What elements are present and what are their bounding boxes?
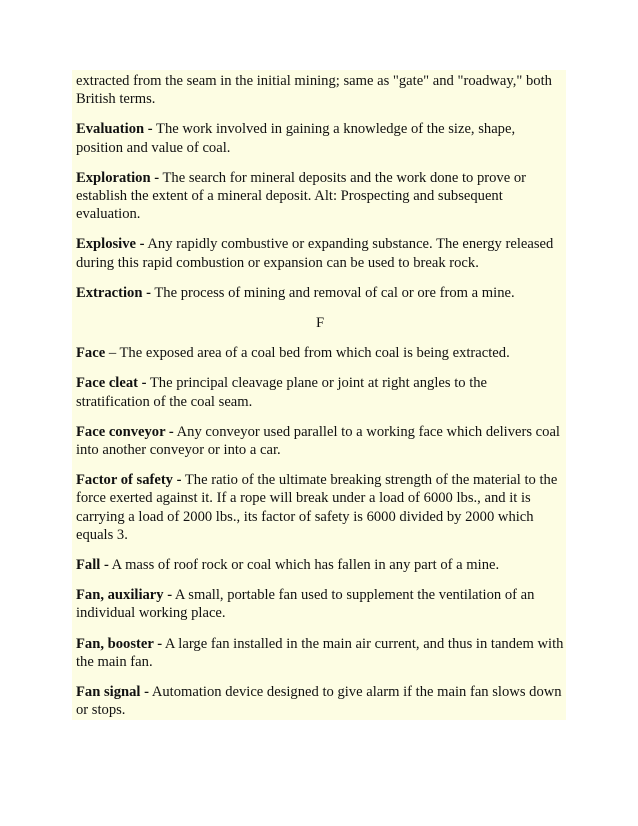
glossary-definition: Automation device designed to give alarm if the main fan slows down or stops.	[76, 684, 562, 719]
section-letter-heading: F	[315, 315, 325, 332]
glossary-entry-face	[76, 344, 564, 362]
glossary-term: Explosive -	[76, 236, 145, 253]
glossary-entry-explosive	[76, 235, 564, 271]
glossary-term: Fall -	[76, 557, 109, 574]
glossary-definition: The search for mineral deposits and the work done to prove or establish the extent of a mineral deposit. Alt: Prospecting and subsequent evaluation.	[76, 169, 527, 223]
glossary-entry-factor-of-safety	[76, 471, 564, 544]
glossary-definition: The process of mining and removal of cal or ore from a mine.	[150, 284, 515, 301]
glossary-term: Face conveyor -	[76, 423, 174, 440]
glossary-page	[76, 72, 564, 731]
glossary-term: Fan, auxiliary -	[76, 587, 173, 604]
glossary-entry-evaluation	[76, 120, 564, 156]
glossary-entry-extraction	[76, 284, 564, 302]
glossary-term: Fan, booster -	[76, 635, 163, 652]
glossary-term: Extraction -	[76, 284, 151, 301]
glossary-entry-fan-signal	[76, 683, 564, 719]
glossary-entry-face-conveyor	[76, 423, 564, 459]
glossary-definition: A small, portable fan used to supplement the ventilation of an individual working place.	[76, 587, 535, 622]
glossary-definition: The principal cleavage plane or joint at right angles to the stratification of the coal seam.	[76, 375, 488, 410]
glossary-definition: Any rapidly combustive or expanding substance. The energy released during this rapid combustion or expansion can be used to break rock.	[76, 236, 554, 271]
glossary-entry-fall	[76, 556, 564, 574]
glossary-term: Face cleat -	[76, 375, 147, 392]
glossary-term: Face	[76, 345, 106, 362]
glossary-entry-face-cleat	[76, 374, 564, 410]
glossary-term: Evaluation -	[76, 121, 153, 138]
glossary-term: Exploration -	[76, 169, 160, 186]
glossary-definition: The work involved in gaining a knowledge of the size, shape, position and value of coal.	[76, 121, 516, 156]
glossary-definition: A mass of roof rock or coal which has fallen in any part of a mine.	[108, 557, 500, 574]
glossary-definition: Any conveyor used parallel to a working face which delivers coal into another conveyor or into a car.	[76, 423, 560, 459]
glossary-definition: A large fan installed in the main air current, and thus in tandem with the main fan.	[76, 635, 564, 670]
glossary-term: Factor of safety -	[76, 472, 182, 489]
glossary-term: Fan signal -	[76, 684, 149, 701]
glossary-entry-fan-booster	[76, 635, 564, 671]
glossary-entry-exploration	[76, 169, 564, 224]
glossary-definition: – The exposed area of a coal bed from which coal is being extracted.	[105, 345, 510, 362]
glossary-entry-fan-auxiliary	[76, 586, 564, 622]
continuation-paragraph: extracted from the seam in the initial mining; same as "gate" and "roadway," both British terms.	[76, 73, 552, 108]
glossary-definition: The ratio of the ultimate breaking strength of the material to the force exerted against it. If a rope will break under a load of 6000 lbs., and it is carrying a load of 2000 lbs., its factor of safety is 6000 divided by 2000 which equals 3.	[76, 472, 558, 543]
